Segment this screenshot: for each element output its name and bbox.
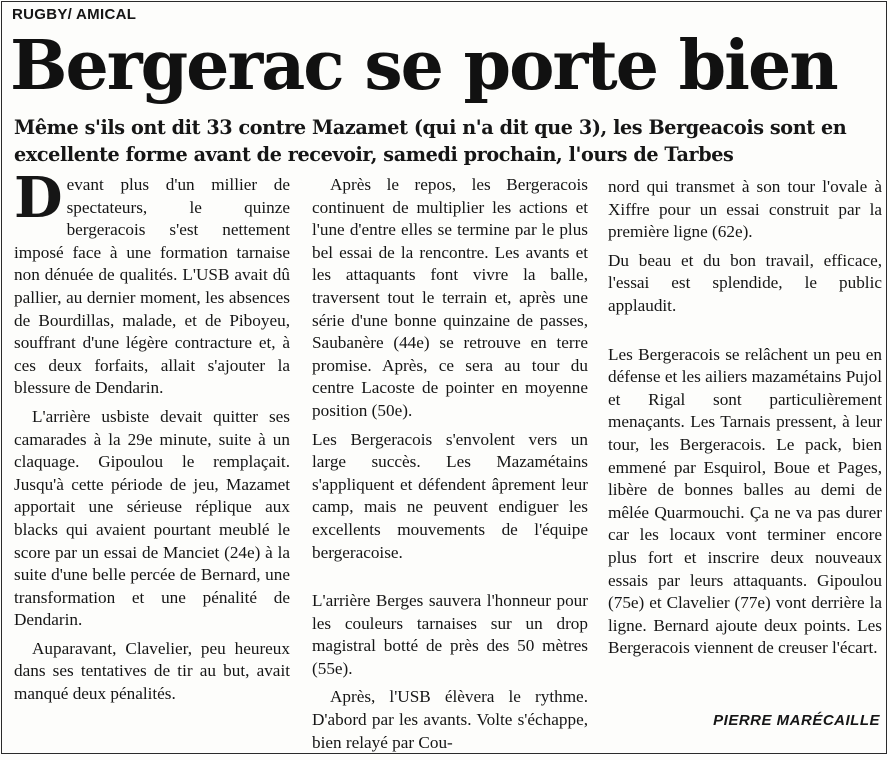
- paragraph-text: evant plus d'un millier de spectateurs, le quinze bergeracois s'est nettement imposé face à une formation tarnaise non dénuée de qualités. L'USB avait dû pallier, au dernier moment, les absences de Bourdillas, malade, et de Piboyeu, souffrant d'une légère contracture et, à ces deux forfaits, allait s'ajouter la blessure de Dendarin.: [14, 175, 290, 398]
- column-gap: [608, 324, 882, 344]
- paragraph: Après le repos, les Bergeracois continuent de multiplier les actions et l'une d'entre elles se termine par le plus bel essai de la rencontre. Les avants et les attaquants font vivre la balle, traversent tout le terrain et, après une série d'une bonne quinzaine de passes, Saubanère (44e) se retrouve en terre promise. Après, ce sera au tour du centre Lacoste de pointer en moyenne position (50e).: [312, 175, 588, 420]
- author-byline: PIERRE MARÉCAILLE: [713, 712, 880, 729]
- article-column-3: [608, 176, 882, 666]
- drop-cap: D: [14, 165, 63, 231]
- paragraph: L'arrière Berges sauvera l'honneur pour les couleurs tarnaises sur un drop magistral botté de près des 50 mètres (55e).: [312, 591, 588, 678]
- paragraph: nord qui transmet à son tour l'ovale à Xiffre pour un essai construit par la première ligne (62e).: [608, 177, 882, 242]
- paragraph: L'arrière usbiste devait quitter ses camarades à la 29e minute, suite à un claquage. Gipoulou le remplaçait. Jusqu'à cette période de jeu, Mazamet apportait une sérieuse réplique aux blacks qui avaient pourtant meublé le score par un essai de Manciet (24e) à la suite d'une belle percée de Bernard, une transformation et une pénalité de Dendarin.: [14, 406, 290, 630]
- paragraph: Auparavant, Clavelier, peu heureux dans ses tentatives de tir au but, avait manqué deux pénalités.: [14, 638, 290, 704]
- article-column-1: [14, 165, 290, 712]
- paragraph: Les Bergeracois se relâchent un peu en défense et les ailiers mazamétains Pujol et Rigal sont particulièrement menaçants. Les Tarnais pressent, à leur tour, les Bergeracois. Le pack, bien emmené par Esquirol, Boue et Pages, libère de bonnes balles au demi de mêlée Quarmouchi. Ça ne va pas durer car les locaux vont terminer encore plus fort et inscrire deux nouveaux essais par leurs attaquants. Gipoulou (75e) et Clavelier (77e) vont derrière la ligne. Bernard ajoute deux points. Les Bergeracois viennent de creuser l'écart.: [608, 344, 882, 658]
- article-deck: Même s'ils ont dit 33 contre Mazamet (qui n'a dit que 3), les Bergeacois sont en excellente forme avant de recevoir, samedi prochain, l'ours de Tarbes: [14, 116, 847, 166]
- paragraph: [14, 165, 290, 400]
- article-headline: Bergerac se porte bien: [10, 26, 837, 106]
- column-gap: [312, 570, 588, 590]
- paragraph: Les Bergeracois s'envolent vers un large succès. Les Mazamétains s'appliquent et défendent âprement leur camp, mais ne peuvent endiguer les excellents mouvements de l'équipe bergeracoise.: [312, 429, 588, 562]
- article-column-2: [312, 174, 588, 760]
- section-kicker: RUGBY/ AMICAL: [12, 6, 137, 23]
- paragraph: Après, l'USB élèvera le rythme. D'abord par les avants. Volte s'échappe, bien relayé par Cou-: [312, 687, 588, 752]
- paragraph: Du beau et du bon travail, efficace, l'essai est splendide, le public applaudit.: [608, 250, 882, 315]
